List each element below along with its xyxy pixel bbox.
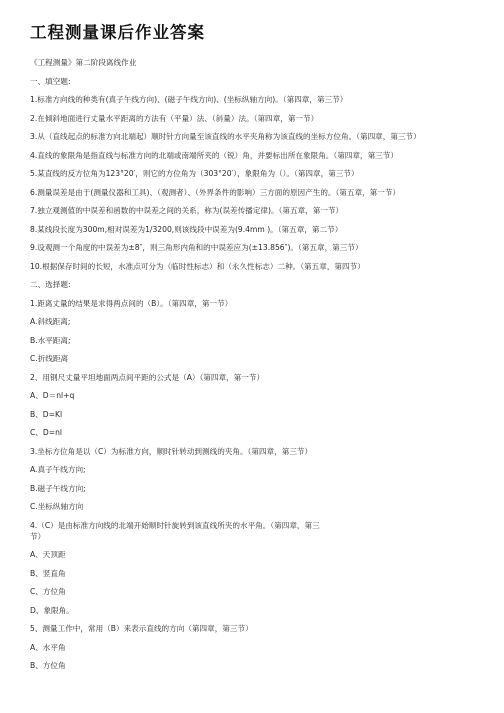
question-line: 3.从（直线起点的标准方向北端起）顺时针方向量至该直线的水平夹角称为该直线的坐标方位角。（第四章，第三节） — [30, 132, 421, 141]
option-line: B.水平距离; — [30, 335, 71, 345]
option-line: A.真子午线方向; — [30, 465, 86, 474]
section-heading-choice: 二、选择题: — [30, 280, 71, 289]
question-line: 4.（C）是由标准方向线的北端开始顺时针旋转到该直线所夹的水平角。（第四章，第三节） — [30, 520, 320, 541]
question-line: 7.独立观测值的中误差和函数的中误差之间的关系，称为(误差传播定律)。（第五章，第一节） — [30, 206, 344, 215]
question-line: 1.标准方向线的种类有(真子午线方向)、(磁子午线方向)、(坐标纵轴方向)。（第四章，第三节） — [30, 95, 348, 104]
question-line: 9.设观测一个角度的中误差为±8″，则三角形内角和的中误差应为(±13.856″)。（第五章，第三节） — [30, 243, 363, 252]
option-line: C.折线距离 — [30, 354, 69, 363]
option-line: B、竖直角 — [30, 568, 66, 578]
option-line: D、象限角。 — [30, 605, 74, 615]
question-line: 8.某线段长度为300m,相对误差为1/3200,则该线段中误差为(9.4mm )。（第五章，第二节） — [30, 224, 343, 234]
question-line: 5、测量工作中，常用（B）来表示直线的方向（第四章，第三节） — [30, 624, 253, 633]
question-line: 2.在倾斜地面进行丈量水平距离的方法有（平量）法、（斜量）法。（第四章，第一节） — [30, 113, 319, 123]
section-heading-fill-blank: 一、填空题: — [30, 76, 71, 86]
option-line: C、D=nl — [30, 428, 63, 437]
question-line: 1.距离丈量的结果是求得两点间的（B）。（第四章，第一节） — [30, 298, 233, 308]
option-line: B、方位角 — [30, 661, 66, 670]
question-line: 3.坐标方位角是以（C）为标准方向，顺时针转动到测线的夹角。（第四章，第三节） — [30, 446, 313, 456]
option-line: A、D＝nl+q — [30, 391, 75, 400]
question-line: 10.根据保存时间的长短，水准点可分为（临时性标志）和（永久性标志）二种。（第五章，第四节） — [30, 261, 365, 271]
option-line: C、方位角 — [30, 587, 66, 596]
question-line: 5.某直线的反方位角为123°20′，则它的方位角为（303°20′），象限角为（）。（第四章，第三节） — [30, 169, 359, 178]
question-line: 4.直线的象限角是指直线与标准方向的北端或南端所夹的（锐）角，并要标出所在象限角。（第四章，第三节） — [30, 150, 398, 160]
option-line: B.磁子午线方向; — [30, 483, 86, 493]
option-line: A、天顶距 — [30, 550, 66, 559]
option-line: A、水平角 — [30, 642, 66, 652]
subtitle-line: 《工程测量》第二阶段离线作业 — [30, 58, 137, 67]
question-line: 2、用钢尺丈量平坦地面两点间平距的公式是（A）（第四章，第一节） — [30, 372, 265, 382]
question-line: 6.测量误差是由于(测量仪器和工具)、（观测者）、（外界条件的影响）三方面的原因产生的。（第五章，第一节） — [30, 187, 401, 197]
option-line: A.斜线距离; — [30, 317, 71, 326]
option-line: B、D=Kl — [30, 409, 63, 419]
document-title: 工程测量课后作业答案 — [30, 23, 205, 42]
option-line: C.坐标纵轴方向 — [30, 502, 84, 511]
